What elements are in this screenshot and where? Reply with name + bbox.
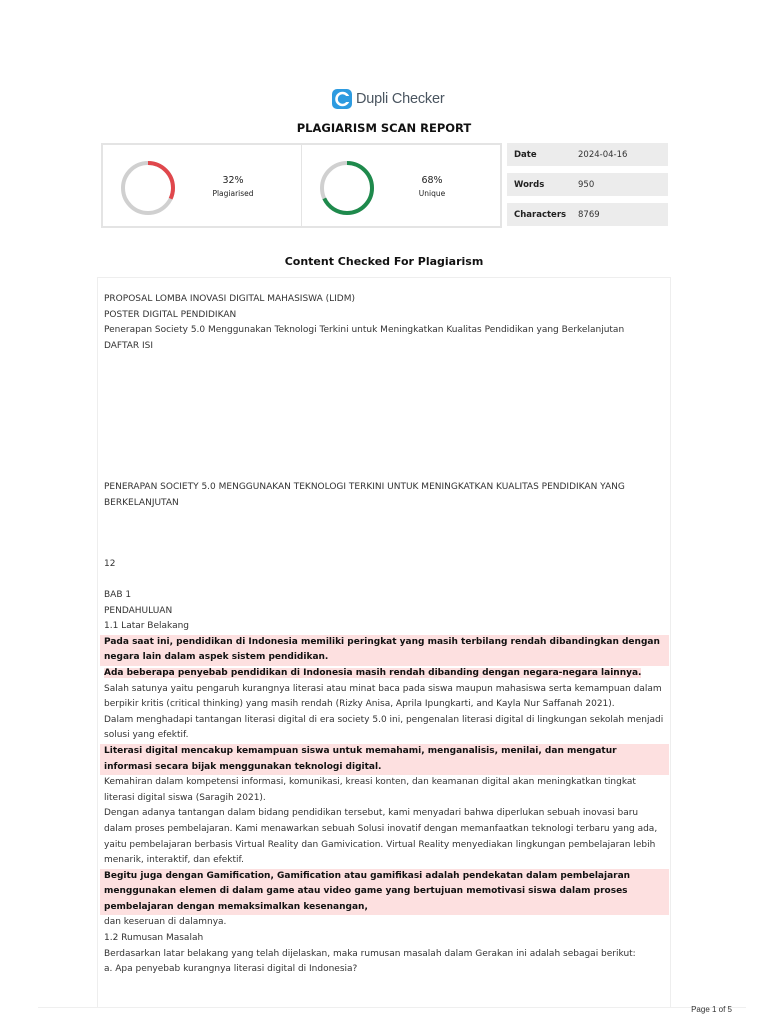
stat-value: 2024-04-16: [578, 149, 628, 160]
footer-divider: [38, 1007, 746, 1008]
stat-row-characters: [507, 203, 668, 226]
text-line: DAFTAR ISI: [104, 340, 154, 351]
content-heading: [104, 480, 666, 511]
plagiarised-passage: Begitu juga dengan Gamification, Gamification atau gamifikasi adalah pendekatan dalam pembelajaran menggunakan elemen di dalam game atau video game yang bertujuan memotivasi siswa dalam proses pembelajaran dengan memaksimalkan kesenangan,: [100, 869, 669, 916]
chapter-title: PENDAHULUAN: [104, 605, 173, 616]
text-line: Penerapan Society 5.0 Menggunakan Teknologi Terkini untuk Meningkatkan Kualitas Pendidikan yang Berkelanjutan: [104, 325, 625, 336]
stat-row-date: [507, 143, 668, 166]
unique-label: Unique: [418, 189, 446, 198]
duplichecker-logo-icon: [331, 88, 353, 110]
page-reference: 12: [104, 559, 116, 569]
unique-percent: 68%: [421, 175, 443, 186]
paragraph: Berdasarkan latar belakang yang telah dijelaskan, maka rumusan masalah dalam Gerakan ini adalah sebagai berikut:: [104, 948, 636, 959]
text-line: PROPOSAL LOMBA INOVASI DIGITAL MAHASISWA (LIDM): [104, 294, 355, 304]
content-page-ref: [104, 557, 666, 573]
paragraph: Dengan adanya tantangan dalam bidang pendidikan tersebut, kami menyadari bahwa diperlukan sebuah inovasi baru dalam proses pembelajaran. Kami menawarkan sebuah Solusi inovatif dengan memanfaatkan teknologi terbaru yang ada, yaitu pembelajaran berbasis Virtual Reality dan Gamivication. Virtual Reality menyediakan lingkungan pembelajaran lebih menarik, interaktif, dan efektif.: [104, 808, 658, 866]
paragraph-text: Salah satunya yaitu pengaruh kurangnya literasi atau minat baca pada siswa maupun mahasiswa serta kemampuan dalam berpikir kritis (critical thinking) yang masih rendah (Rizky Anisa, Aprila Ipungkarti, and Kayla Nur Saffanah 2021).: [104, 683, 662, 710]
stat-key: Characters: [514, 209, 567, 220]
brand-name: Dupli Checker: [356, 91, 445, 107]
unique-ring: [319, 160, 375, 216]
content-body: [104, 588, 666, 978]
score-summary: [101, 143, 502, 228]
chapter-label: BAB 1: [104, 590, 132, 600]
stat-value: 950: [578, 179, 595, 190]
duplichecker-logo: [331, 88, 444, 110]
section-heading: 1.1 Latar Belakang: [104, 621, 190, 632]
text-line: POSTER DIGITAL PENDIDIKAN: [104, 309, 237, 320]
section-heading: 1.2 Rumusan Masalah: [104, 933, 204, 944]
plagiarised-passage: Pada saat ini, pendidikan di Indonesia memiliki peringkat yang masih terbilang rendah dibandingkan dengan negara lain dalam aspek sistem pendidikan.: [100, 635, 669, 666]
plagiarised-passage: Ada beberapa penyebab pendidikan di Indonesia masih rendah dibanding dengan negara-negara lainnya.: [104, 667, 642, 678]
unique-score: [301, 145, 500, 226]
report-stats: [507, 143, 668, 233]
paragraph: [104, 666, 666, 713]
content-title: Content Checked For Plagiarism: [284, 255, 484, 268]
stat-key: Words: [514, 179, 545, 190]
stat-key: Date: [514, 149, 537, 160]
plagiarised-score: [103, 145, 301, 226]
plagiarised-ring: [120, 160, 176, 216]
list-item: a. Apa penyebab kurangnya literasi digital di Indonesia?: [104, 964, 358, 975]
stat-row-words: [507, 173, 668, 196]
content-intro: [104, 292, 666, 354]
title-caps: PENERAPAN SOCIETY 5.0 MENGGUNAKAN TEKNOLOGI TERKINI UNTUK MENINGKATKAN KUALITAS PENDIDIKAN YANG BERKELANJUTAN: [104, 482, 625, 508]
paragraph: Kemahiran dalam kompetensi informasi, komunikasi, kreasi konten, dan keamanan digital akan meningkatkan tingkat literasi digital siswa (Saragih 2021).: [104, 777, 636, 803]
plagiarised-percent: 32%: [222, 175, 244, 186]
plagiarised-passage: Literasi digital mencakup kemampuan siswa untuk memahami, menganalisis, menilai, dan mengatur informasi secara bijak menggunakan teknologi digital.: [100, 744, 669, 775]
paragraph: dan keseruan di dalamnya.: [104, 917, 227, 928]
stat-value: 8769: [578, 209, 600, 220]
report-title: PLAGIARISM SCAN REPORT: [296, 121, 472, 135]
page-number: Page 1 of 5: [691, 1005, 732, 1014]
paragraph: Dalam menghadapi tantangan literasi digital di era society 5.0 ini, pengenalan literasi digital di lingkungan sekolah menjadi solusi yang efektif.: [104, 714, 664, 741]
plagiarised-label: Plagiarised: [212, 189, 254, 198]
